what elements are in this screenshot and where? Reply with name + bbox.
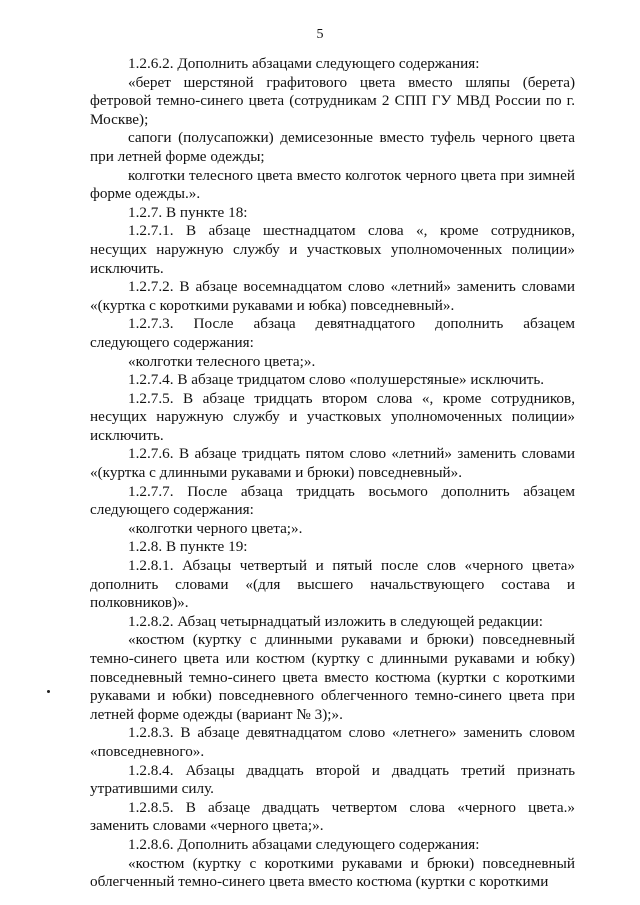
paragraph-1-2-8-4: 1.2.8.4. Абзацы двадцать второй и двадцать третий признать утратившими силу. [90,761,575,798]
paragraph-tights: колготки телесного цвета вместо колготок черного цвета при зимней форме одежды.». [90,166,575,203]
paragraph-suit-long-sleeves: «костюм (куртку с длинными рукавами и брюки) повседневный темно-синего цвета или костюм (куртку с длинными рукавами и юбку) повседневный темно-синего цвета вместо костюма (куртки с короткими рукавами и юбки) повседневного облегченного темно-синего цвета при летней форме одежды (вариант № 3);». [90,631,575,723]
paragraph-1-2-7-3: 1.2.7.3. После абзаца девятнадцатого дополнить абзацем следующего содержания: [90,315,575,351]
paragraph-tights-flesh: «колготки телесного цвета;». [128,352,316,370]
paragraph-1-2-8-6: 1.2.8.6. Дополнить абзацами следующего содержания: [128,835,480,853]
paragraph-1-2-8-1: 1.2.8.1. Абзацы четвертый и пятый после слов «черного цвета» дополнить словами «(для высшего начальствующего состава и полковников)». [90,557,575,612]
paragraph-1-2-7-6: 1.2.7.6. В абзаце тридцать пятом слово «летний» заменить словами «(куртка с длинными рукавами и брюки) повседневный». [90,445,575,482]
paragraph-1-2-8: 1.2.8. В пункте 19: [128,538,248,556]
paragraph-beret: «берет шерстяной графитового цвета вместо шляпы (берета) фетровой темно-синего цвета (сотрудникам 2 СПП ГУ МВД России по г. Москве); [90,73,575,128]
paragraph-1-2-7-4: 1.2.7.4. В абзаце тридцатом слово «полушерстяные» исключить. [128,371,545,389]
paragraph-1-2-7-7: 1.2.7.7. После абзаца тридцать восьмого дополнить абзацем следующего содержания: [90,482,575,519]
paragraph-1-2-8-3: 1.2.8.3. В абзаце девятнадцатом слово «летнего» заменить словом «повседневного». [90,724,575,760]
paragraph-tights-black: «колготки черного цвета;». [128,519,303,537]
document-body [90,55,575,892]
paragraph-1-2-7: 1.2.7. В пункте 18: [128,203,248,221]
paragraph-1-2-8-2: 1.2.8.2. Абзац четырнадцатый изложить в следующей редакции: [128,612,543,630]
paragraph-1-2-7-5: 1.2.7.5. В абзаце тридцать втором слова «, кроме сотрудников, несущих наружную службу и участковых уполномоченных полиции» исключить. [90,389,575,444]
page-number: 5 [316,27,324,42]
paragraph-1-2-7-1: 1.2.7.1. В абзаце шестнадцатом слова «, кроме сотрудников, несущих наружную службу и участковых уполномоченных полиции» исключить. [90,222,575,277]
paragraph-1-2-7-2: 1.2.7.2. В абзаце восемнадцатом слово «летний» заменить словами «(куртка с короткими рукавами и юбка) повседневный». [90,278,575,314]
scan-speck [47,690,50,693]
paragraph-suit-short-sleeves: «костюм (куртку с короткими рукавами и брюки) повседневный облегченный темно-синего цвета вместо костюма (куртки с короткими [90,854,575,891]
paragraph-1-2-6-2: 1.2.6.2. Дополнить абзацами следующего содержания: [128,55,480,72]
paragraph-1-2-8-5: 1.2.8.5. В абзаце двадцать четвертом слова «черного цвета.» заменить словами «черного цвета;». [90,798,575,835]
paragraph-boots: сапоги (полусапожки) демисезонные вместо туфель черного цвета при летней форме одежды; [90,129,575,165]
